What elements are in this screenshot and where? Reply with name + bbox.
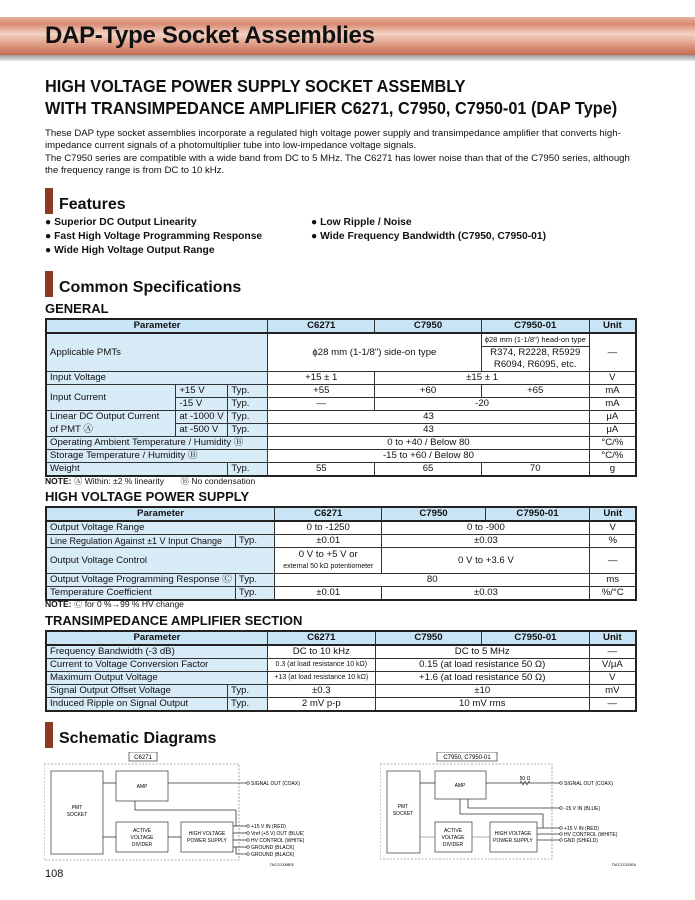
cell-value: ϕ28 mm (1-1/8") head-on type: [481, 333, 589, 347]
table-header-row: [46, 319, 636, 333]
cell-unit: —: [589, 333, 636, 372]
table-row: [46, 645, 636, 659]
svg-text:GROUND (BLACK): GROUND (BLACK): [251, 852, 295, 858]
features-heading-text: Features: [59, 196, 126, 213]
svg-text:+15 V IN (RED): +15 V IN (RED): [251, 824, 286, 830]
table-row: [46, 548, 636, 574]
svg-text:SOCKET: SOCKET: [66, 812, 88, 818]
table-row: [46, 672, 636, 685]
cell-unit: V: [589, 672, 636, 685]
table-row: [46, 437, 636, 450]
cell-value: 65: [375, 463, 481, 477]
header-c7950-01: C7950-01: [481, 319, 589, 333]
table-row: [46, 385, 636, 398]
row-typ: Typ.: [228, 424, 268, 437]
header-parameter: Parameter: [46, 319, 268, 333]
svg-text:DIVIDER: DIVIDER: [131, 842, 153, 848]
header-c7950: C7950: [382, 507, 485, 521]
hvps-heading: HIGH VOLTAGE POWER SUPPLY: [45, 489, 250, 504]
row-condition: at -1000 V: [176, 411, 228, 424]
row-typ: Typ.: [228, 685, 268, 698]
row-label: Current to Voltage Conversion Factor: [46, 659, 267, 672]
row-label: Input Voltage: [46, 372, 268, 385]
section-bar: [45, 188, 53, 214]
cell-unit: —: [589, 645, 636, 659]
row-label: Output Voltage Range: [46, 521, 275, 535]
cell-value: +1.6 (at load resistance 50 Ω): [375, 672, 589, 685]
cell-unit: μA: [589, 411, 636, 424]
general-note: NOTE: Ⓐ Within: ±2 % linearity Ⓑ No condensation: [45, 476, 256, 486]
common-specs-heading-text: Common Specifications: [59, 279, 242, 296]
table-row: [46, 659, 636, 672]
row-typ: Typ.: [228, 398, 268, 411]
intro-paragraph-2: The C7950 series are compatible with a wide band from DC to 5 MHz. The C6271 has lower noise than that of the C7950 series, although the frequency range is from DC to 10 kHz.: [45, 152, 630, 176]
row-typ: Typ.: [235, 587, 274, 601]
title-line-2: WITH TRANSIMPEDANCE AMPLIFIER C6271, C7950, C7950-01 (DAP Type): [45, 98, 618, 118]
cell-value: -15 to +60 / Below 80: [268, 450, 590, 463]
row-label: Temperature Coefficient: [46, 587, 235, 601]
hvps-table: [45, 506, 637, 601]
schematic-heading: [45, 722, 216, 748]
banner-shadow: [0, 55, 695, 61]
svg-text:-15 V IN (BLUE): -15 V IN (BLUE): [564, 806, 601, 812]
cell-unit: °C/%: [589, 437, 636, 450]
row-label: Frequency Bandwidth (-3 dB): [46, 645, 267, 659]
cell-value: 55: [268, 463, 375, 477]
cell-unit: °C/%: [589, 450, 636, 463]
cell-value: 0 V to +3.6 V: [382, 548, 590, 574]
row-typ: Typ.: [228, 385, 268, 398]
diagram-label: C6271: [134, 755, 152, 761]
header-parameter: Parameter: [46, 631, 267, 645]
cell-value: 80: [275, 574, 590, 587]
cell-value: 0 to +40 / Below 80: [268, 437, 590, 450]
section-bar: [45, 722, 53, 748]
schematic-c6271: [44, 752, 304, 872]
svg-text:HV CONTROL (WHITE): HV CONTROL (WHITE): [251, 838, 304, 844]
cell-value: 0 to -900: [382, 521, 590, 535]
cell-value: ±0.01: [275, 587, 382, 601]
cell-unit: g: [589, 463, 636, 477]
common-specs-heading: [45, 271, 241, 297]
cell-value: ϕ28 mm (1-1/8") side-on type: [268, 333, 482, 372]
feature-item: ● Low Ripple / Noise: [311, 217, 412, 228]
cell-value: 0.15 (at load resistance 50 Ω): [375, 659, 589, 672]
row-condition: +15 V: [176, 385, 228, 398]
table-row: [46, 424, 636, 437]
svg-text:GND (SHIELD): GND (SHIELD): [564, 838, 598, 844]
row-condition: at -500 V: [176, 424, 228, 437]
features-heading: [45, 188, 126, 214]
svg-text:VOLTAGE: VOLTAGE: [130, 835, 154, 841]
cell-value: DC to 5 MHz: [375, 645, 589, 659]
svg-text:HIGH VOLTAGE: HIGH VOLTAGE: [494, 831, 532, 837]
row-label: Signal Output Offset Voltage: [46, 685, 228, 698]
cell-value: 10 mV rms: [375, 698, 589, 712]
svg-text:PMT: PMT: [397, 804, 409, 810]
svg-text:Vref (+5 V) OUT (BLUE): Vref (+5 V) OUT (BLUE): [251, 831, 304, 837]
hvps-note: NOTE: Ⓒ for 0 %→99 % HV change: [45, 599, 184, 609]
cell-value: R6094, R6095, etc.: [481, 359, 589, 372]
tia-table: [45, 630, 637, 712]
svg-text:SIGNAL OUT (COAX): SIGNAL OUT (COAX): [251, 781, 300, 787]
cell-value: ±15 ± 1: [375, 372, 589, 385]
header-c7950: C7950: [375, 631, 481, 645]
table-row: [46, 372, 636, 385]
general-table: [45, 318, 637, 477]
page-title: [45, 75, 617, 119]
cell-value: 0.3 (at load resistance 10 kΩ): [267, 659, 375, 672]
header-c7950: C7950: [375, 319, 481, 333]
svg-text:HV CONTROL (WHITE): HV CONTROL (WHITE): [564, 832, 618, 838]
cell-value: +15 ± 1: [268, 372, 375, 385]
cell-unit: mA: [589, 398, 636, 411]
cell-value: ±0.03: [382, 535, 590, 548]
cell-value: 70: [481, 463, 589, 477]
cell-unit: %: [590, 535, 636, 548]
cell-value: +65: [481, 385, 589, 398]
schematic-heading-text: Schematic Diagrams: [59, 730, 217, 747]
row-label: of PMT Ⓐ: [46, 424, 176, 437]
cell-value: R374, R2228, R5929: [481, 347, 589, 360]
cell-value: +13 (at load resistance 10 kΩ): [267, 672, 375, 685]
intro-paragraph-1: These DAP type socket assemblies incorporate a regulated high voltage power supply and transimpedance amplifier that converts high-impedance current signals of a photomultiplier tube into low-impedance voltage signals.: [45, 128, 621, 152]
svg-text:+15 V IN (RED): +15 V IN (RED): [564, 826, 599, 832]
svg-text:ACTIVE: ACTIVE: [132, 828, 152, 834]
cell-value: ±0.3: [267, 685, 375, 698]
row-label: Induced Ripple on Signal Output: [46, 698, 228, 712]
feature-item: ● Fast High Voltage Programming Response: [45, 231, 263, 242]
row-label: Weight: [46, 463, 228, 477]
svg-text:TACCC0129EA: TACCC0129EA: [611, 863, 636, 867]
cell-value: 43: [268, 411, 590, 424]
table-row: [46, 574, 636, 587]
row-typ: Typ.: [228, 698, 268, 712]
row-label: Input Current: [46, 385, 176, 411]
cell-value: ±0.03: [382, 587, 590, 601]
row-typ: Typ.: [228, 411, 268, 424]
header-c6271: C6271: [275, 507, 382, 521]
banner-title: DAP-Type Socket Assemblies: [45, 22, 375, 49]
svg-text:SIGNAL OUT (COAX): SIGNAL OUT (COAX): [564, 781, 613, 787]
cell-value: ±10: [375, 685, 589, 698]
row-label: Storage Temperature / Humidity Ⓑ: [46, 450, 268, 463]
header-unit: Unit: [589, 319, 636, 333]
cell-value: —: [268, 398, 375, 411]
cell-unit: V/μA: [589, 659, 636, 672]
table-row: [46, 333, 636, 347]
row-label: Output Voltage Control: [46, 548, 275, 574]
cell-value: +55: [268, 385, 375, 398]
row-typ: Typ.: [235, 535, 274, 548]
header-c6271: C6271: [267, 631, 375, 645]
schematic-c7950: [380, 752, 650, 872]
section-bar: [45, 271, 53, 297]
feature-item: ● Wide High Voltage Output Range: [45, 245, 215, 256]
cell-unit: ms: [590, 574, 636, 587]
header-c6271: C6271: [268, 319, 375, 333]
row-label: Applicable PMTs: [46, 333, 268, 372]
svg-text:ACTIVE: ACTIVE: [443, 828, 463, 834]
svg-text:POWER SUPPLY: POWER SUPPLY: [493, 838, 533, 844]
page-number: 108: [45, 868, 64, 880]
row-typ: Typ.: [235, 574, 274, 587]
cell-value: 0 to -1250: [275, 521, 382, 535]
table-row: [46, 411, 636, 424]
row-label: Maximum Output Voltage: [46, 672, 267, 685]
svg-text:AMP: AMP: [454, 783, 466, 789]
cell-value: ±0.01: [275, 535, 382, 548]
svg-text:SOCKET: SOCKET: [392, 811, 414, 817]
header-c7950-01: C7950-01: [485, 507, 590, 521]
header-parameter: Parameter: [46, 507, 275, 521]
svg-text:50 Ω: 50 Ω: [519, 776, 531, 782]
cell-unit: mV: [589, 685, 636, 698]
cell-unit: —: [590, 548, 636, 574]
cell-value: 0 V to +5 V or external 50 kΩ potentiometer: [275, 548, 382, 574]
cell-value: DC to 10 kHz: [267, 645, 375, 659]
cell-unit: V: [589, 372, 636, 385]
row-label: Linear DC Output Current: [46, 411, 176, 424]
header-unit: Unit: [589, 631, 636, 645]
cell-unit: %/°C: [590, 587, 636, 601]
cell-unit: mA: [589, 385, 636, 398]
feature-item: ● Wide Frequency Bandwidth (C7950, C7950-01): [311, 231, 547, 242]
cell-unit: μA: [589, 424, 636, 437]
title-line-1: HIGH VOLTAGE POWER SUPPLY SOCKET ASSEMBLY: [45, 76, 466, 96]
row-label: Output Voltage Programming Response Ⓒ: [46, 574, 235, 587]
cell-value: 43: [268, 424, 590, 437]
table-row: [46, 450, 636, 463]
table-row: [46, 685, 636, 698]
feature-item: ● Superior DC Output Linearity: [45, 217, 197, 228]
svg-text:VOLTAGE: VOLTAGE: [441, 835, 465, 841]
table-row: [46, 698, 636, 712]
cell-unit: V: [590, 521, 636, 535]
tia-heading: TRANSIMPEDANCE AMPLIFIER SECTION: [45, 613, 303, 628]
cell-value: +60: [375, 385, 481, 398]
cell-value: 2 mV p-p: [267, 698, 375, 712]
svg-text:TACCC0098EE: TACCC0098EE: [269, 863, 294, 867]
cell-unit: —: [589, 698, 636, 712]
svg-text:PMT: PMT: [71, 805, 83, 811]
cell-value: -20: [375, 398, 589, 411]
svg-text:GROUND (BLACK): GROUND (BLACK): [251, 845, 295, 851]
svg-text:DIVIDER: DIVIDER: [442, 842, 464, 848]
row-label: Line Regulation Against ±1 V Input Change: [46, 535, 235, 548]
row-label: Operating Ambient Temperature / Humidity Ⓑ: [46, 437, 268, 450]
svg-text:AMP: AMP: [136, 784, 148, 790]
row-condition: -15 V: [176, 398, 228, 411]
general-heading: GENERAL: [45, 301, 109, 316]
svg-text:POWER SUPPLY: POWER SUPPLY: [187, 838, 227, 844]
header-unit: Unit: [590, 507, 636, 521]
diagram-label: C7950, C7950-01: [443, 755, 491, 761]
svg-text:HIGH VOLTAGE: HIGH VOLTAGE: [188, 831, 226, 837]
table-row: [46, 535, 636, 548]
header-c7950-01: C7950-01: [482, 631, 590, 645]
row-typ: Typ.: [228, 463, 268, 477]
table-row: [46, 521, 636, 535]
table-row: [46, 463, 636, 477]
intro-text: [45, 128, 645, 177]
